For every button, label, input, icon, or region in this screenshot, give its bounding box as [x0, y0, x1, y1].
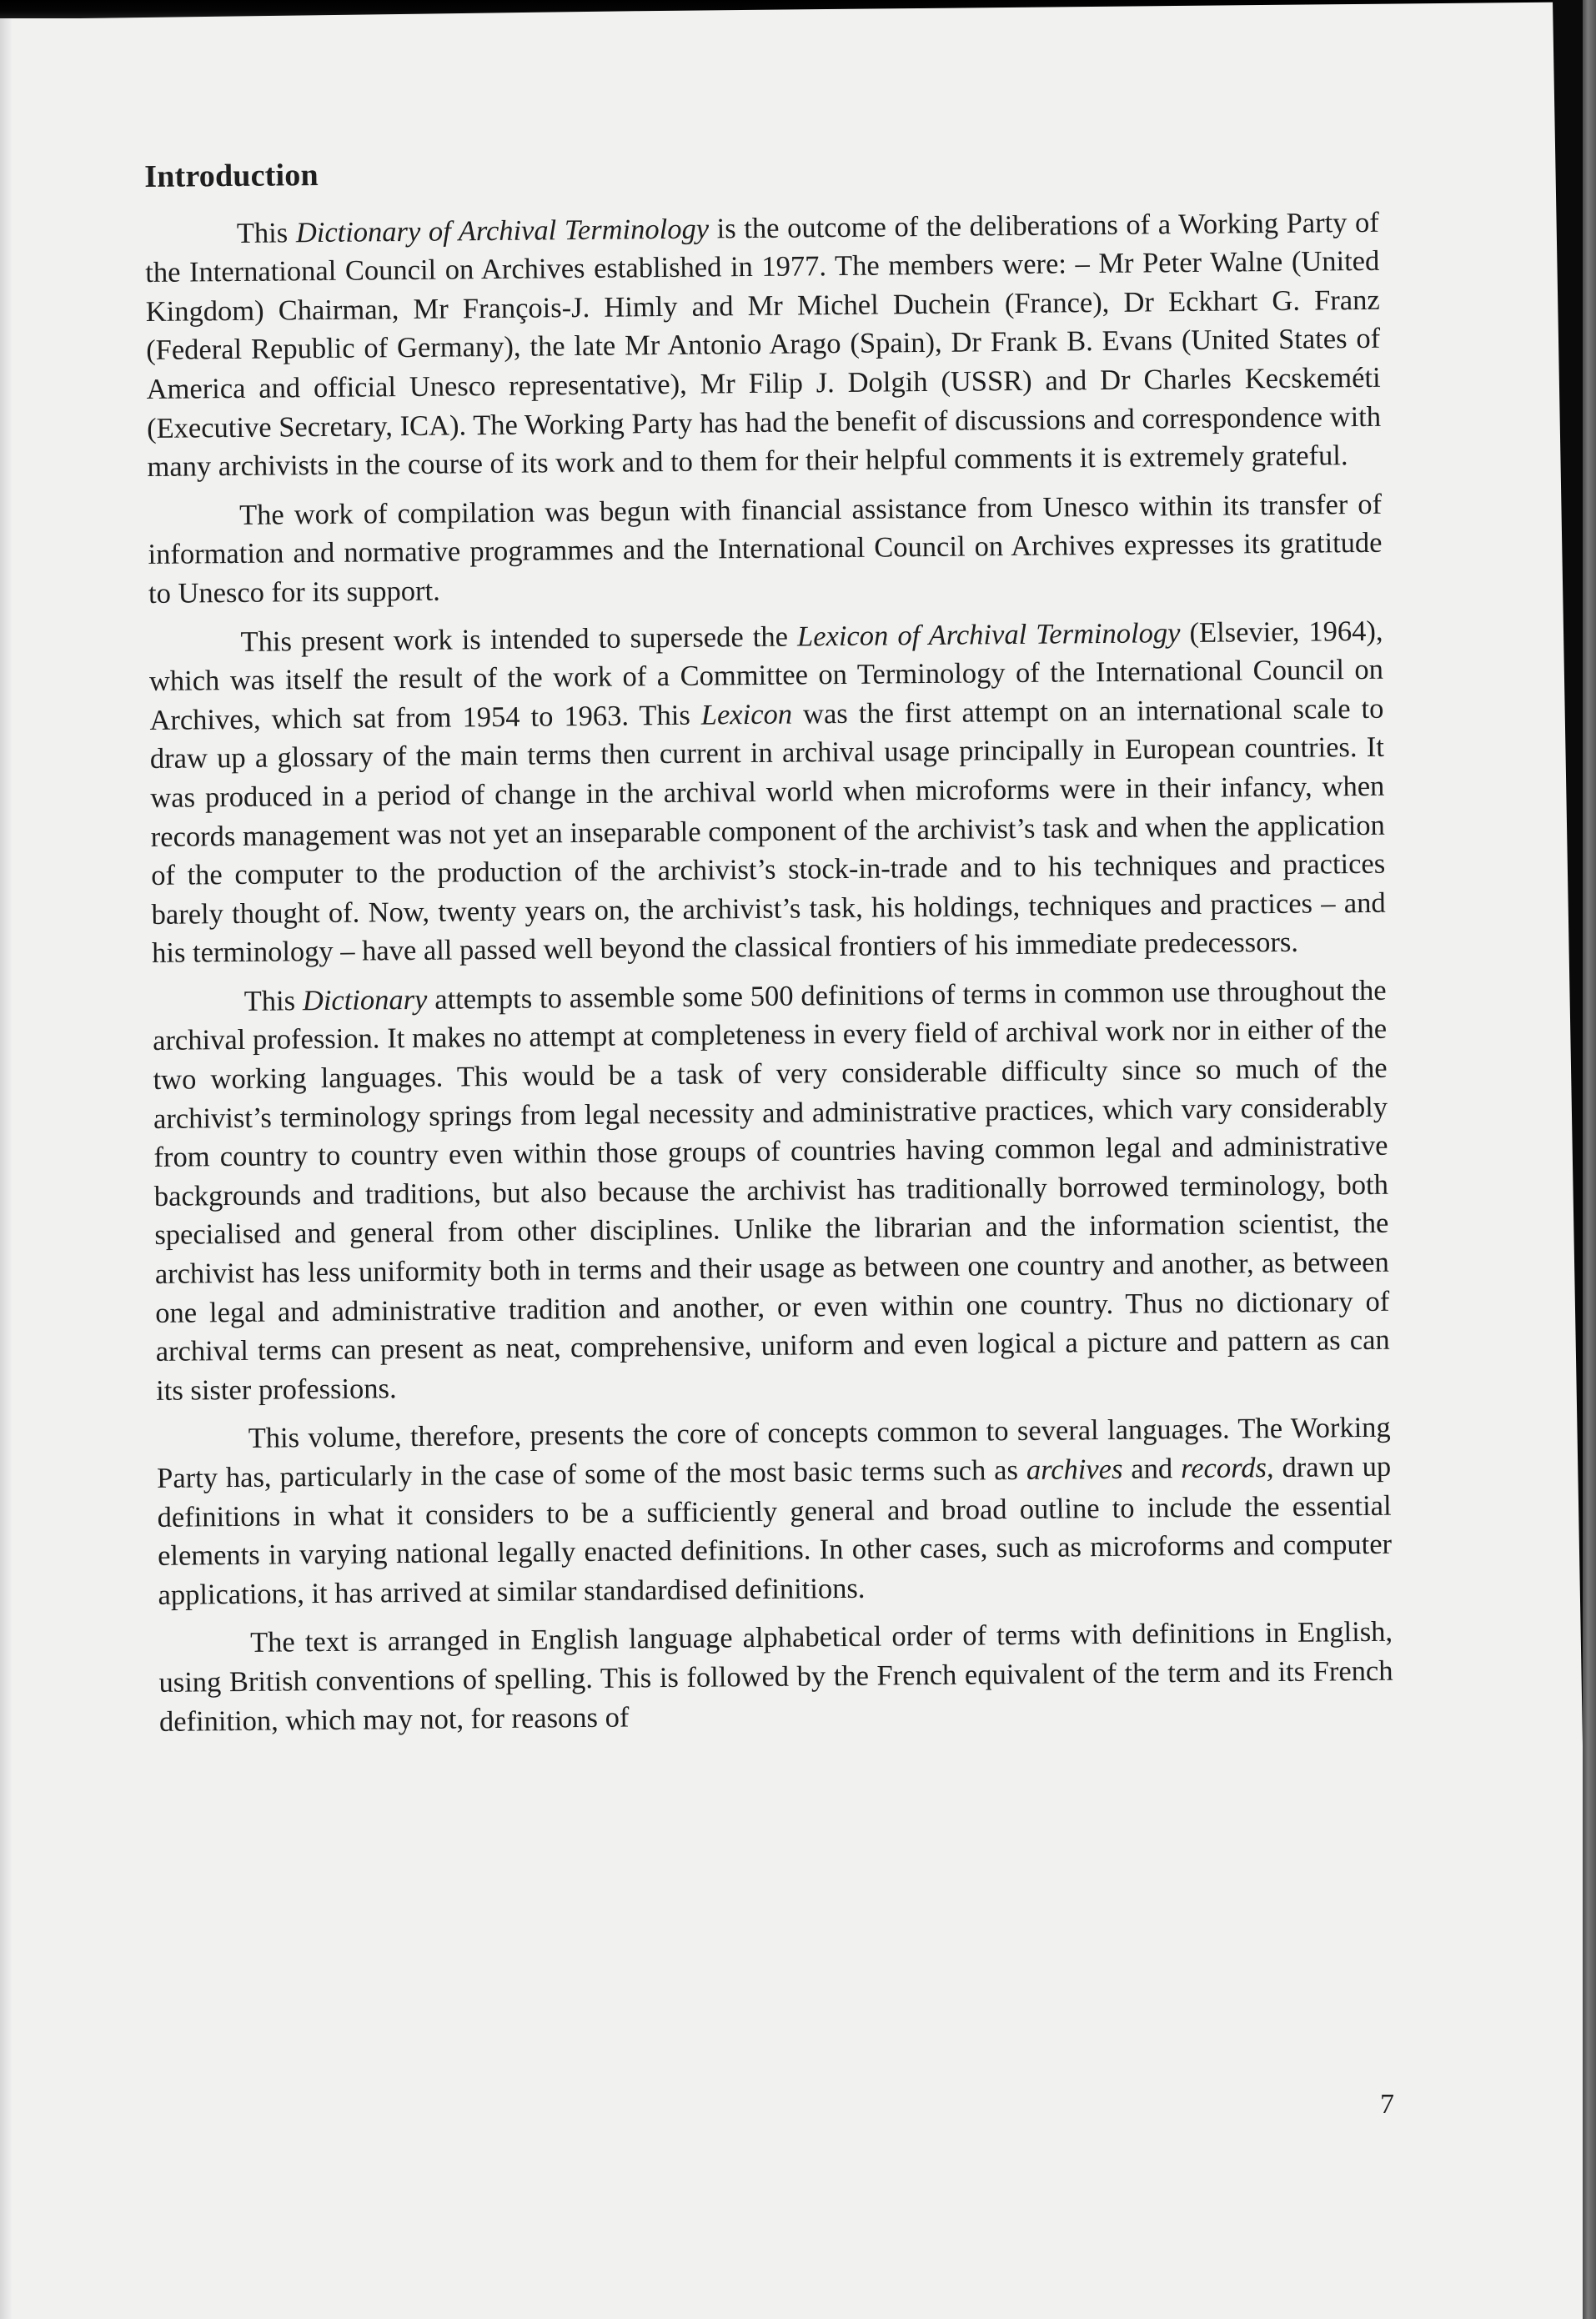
- text-segment: The text is arranged in English language alphabetical order of terms with definitions in English, using British conventions of spelling. This is followed by the French equivalent of the term and its French definition, which may not, for reasons of: [158, 1616, 1393, 1738]
- paragraph-2: [148, 485, 1383, 614]
- title-italic: Dictionary of Archival Terminology: [295, 213, 710, 248]
- paragraph-6: [158, 1613, 1393, 1741]
- text-segment: This: [243, 985, 304, 1017]
- text-segment: This present work is intended to supersede the: [240, 620, 798, 658]
- paragraph-5: [157, 1408, 1393, 1614]
- text-segment: (Elsevier, 1964), which was itself the result of the work of a Committee on Terminology of the International Council on Archives, which sat from 1954 to 1963. This: [148, 615, 1384, 736]
- text-segment: drawn up definitions in what it considers to be a sufficiently general and broad outline to include the essential elements in varying national legally enacted definitions. In other cases, such as microforms and computer applications, it has arrived at similar standardised definitions.: [157, 1450, 1393, 1611]
- text-segment: and: [1122, 1453, 1182, 1485]
- title-italic: Lexicon: [700, 698, 793, 731]
- term-italic: archives: [1026, 1453, 1123, 1486]
- text-segment: is the outcome of the deliberations of a Working Party of the International Council on Archives established in 1977. The members were: – Mr Peter Walne (United Kingdom) Chairman, Mr François-J. Himly and Mr Michel Duchein (France), Dr Eckhart G. Franz (Federal Republic of Germany), the late Mr Antonio Arago (Spain), Dr Frank B. Evans (United States of America and official Unesco representative), Mr Filip J. Dolgih (USSR) and Dr Charles Kecskeméti (Executive Secretary, ICA). The Working Party has had the benefit of discussions and correspondence with many archivists in the course of its work and to them for their helpful comments it is extremely grateful.: [145, 206, 1382, 484]
- title-italic: Dictionary: [302, 983, 428, 1017]
- page-body: [144, 147, 1393, 1751]
- paragraph-1: [145, 203, 1382, 486]
- scan-top-edge: [0, 0, 1596, 18]
- title-italic: Lexicon of Archival Terminology: [796, 616, 1181, 653]
- term-italic: records,: [1180, 1452, 1274, 1485]
- text-segment: The work of compilation was begun with financial assistance from Unesco within its transfer of information and normative programmes and the International Council on Archives expresses its gratitude to Unesco for its support.: [148, 488, 1383, 610]
- paragraph-3: [148, 611, 1386, 973]
- text-segment: attempts to assemble some 500 definitions of terms in common use throughout the archival profession. It makes no attempt at completeness in every field of archival work nor in either of the two working languages. This would be a task of very considerable difficulty since so much of the archivist’s terminology springs from legal necessity and administrative practices, which vary considerably from country to country even within those groups of countries having common legal and administrative backgrounds and traditions, but also because the archivist has traditionally borrowed terminology, both specialised and general from other disciplines. Unlike the librarian and the information scientist, the archivist has less uniformity both in terms and their usage as between one country and another, as between one legal and administrative tradition and another, or even within one country. Thus no dictionary of archival terms can present as neat, comprehensive, uniform and even logical a picture and pattern as can its sister professions.: [152, 974, 1390, 1407]
- binding-gutter: [0, 0, 12, 2319]
- section-heading: Introduction: [144, 157, 319, 194]
- text-segment: This volume, therefore, presents the core of concepts common to several languages. The Working Party has, particularly in the case of some of the most basic terms such as: [157, 1412, 1391, 1494]
- text-segment: This: [236, 216, 297, 249]
- scan-right-edge: [1583, 0, 1596, 2319]
- page-number: 7: [1380, 2089, 1394, 2120]
- paragraph-4: [152, 971, 1390, 1411]
- text-segment: was the first attempt on an international scale to draw up a glossary of the main terms then current in archival usage principally in European countries. It was produced in a period of change in the archival world when microforms were in their infancy, when records management was not yet an inseparable component of the archivist’s task and when the application of the computer to the production of the archivist’s stock-in-trade and to his techniques and practices barely thought of. Now, twenty years on, the archivist’s task, his holdings, techniques and practices – and his terminology – have all passed well beyond the classical frontiers of his immediate predecessors.: [149, 692, 1386, 970]
